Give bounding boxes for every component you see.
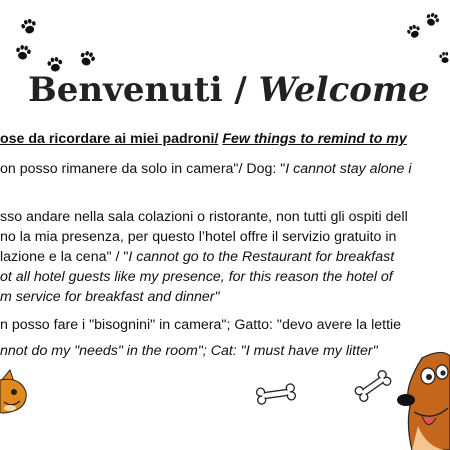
- text-line-1-english: I cannot stay alone i: [285, 161, 412, 177]
- text-line-1: [0, 160, 412, 178]
- text-line-5: ot all hotel guests like my presence, for this reason the hotel of: [0, 269, 393, 285]
- text-line-3: no la mia presenza, per questo l’hotel offre il servizio gratuito in: [0, 229, 397, 245]
- text-line-4: [0, 248, 394, 266]
- text-line-8: nnot do my "needs" in the room"; Cat: "I must have my litter": [0, 343, 378, 359]
- paw-print-icon: [421, 9, 442, 30]
- text-line-7: n posso fare i "bisognini" in camera"; Gatto: "devo avere la lettie: [0, 317, 402, 333]
- paw-print-icon: [404, 22, 425, 43]
- dog-bone-icon: [352, 368, 394, 404]
- paw-print-icon: [438, 50, 450, 66]
- paw-print-icon: [75, 47, 98, 70]
- paw-print-icon: [13, 43, 34, 64]
- cat-head-icon: [0, 368, 30, 416]
- dog-bone-icon: [254, 382, 298, 406]
- heading-italian: ose da ricordare ai miei padroni/: [0, 131, 219, 147]
- text-line-4-italian: lazione e la cena" / ": [0, 249, 129, 265]
- text-line-1-italian: on posso rimanere da solo in camera"/ Dog: ": [0, 161, 286, 177]
- title-english: Welcome: [258, 70, 430, 110]
- text-line-4-english: I cannot go to the Restaurant for breakfast: [128, 249, 395, 265]
- paw-print-icon: [18, 16, 40, 38]
- title-italian: Benvenuti /: [28, 70, 247, 110]
- dog-head-icon: [392, 346, 450, 450]
- page-title: [28, 70, 430, 110]
- text-line-6: m service for breakfast and dinner": [0, 289, 220, 305]
- text-line-2: sso andare nella sala colazioni o ristorante, non tutti gli ospiti dell: [0, 209, 408, 225]
- section-heading: [0, 130, 407, 148]
- heading-english: Few things to remind to my: [222, 131, 407, 147]
